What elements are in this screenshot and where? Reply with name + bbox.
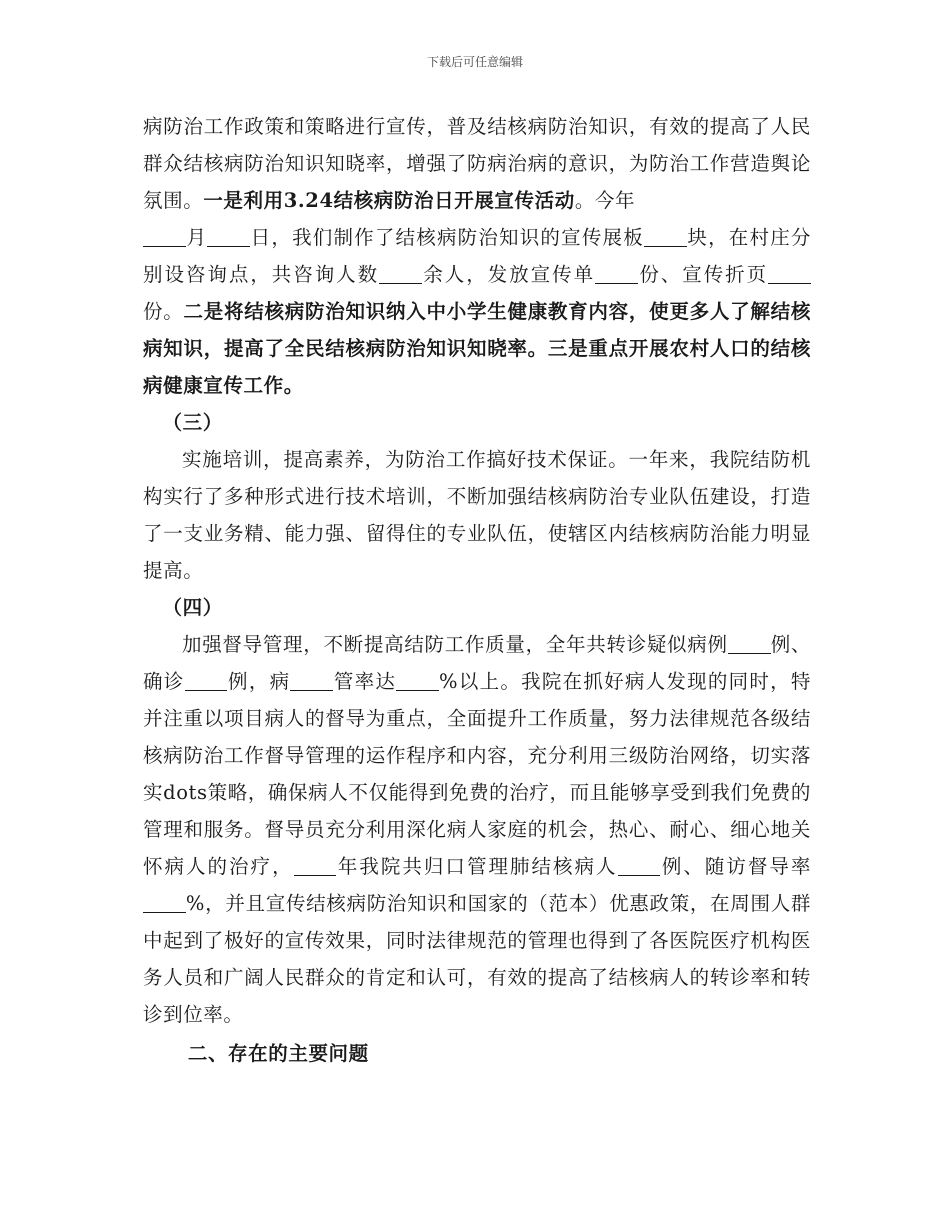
section-heading: 二、存在的主要问题 — [187, 1042, 369, 1065]
text-run: 月 — [185, 226, 208, 249]
blank-field — [644, 226, 687, 247]
subheading-three: （三） — [162, 411, 223, 434]
text-run: 。今年 — [574, 189, 636, 212]
text-run: 余人，发放宣传单 — [421, 263, 596, 286]
page-header: 下载后可任意编辑 — [426, 55, 523, 69]
text-run: 管率达 — [333, 670, 397, 693]
emphasis-text: 二是将结核病防治知识纳入中小学生健康教育内容，使更多人了解结核病知识，提高了全民结核病防治知识知晓率。三是重点开展农村人口的结核病健康宣传工作。 — [143, 300, 811, 397]
paragraph-training: 实施培训，提高素养，为防治工作搞好技术保证。一年来，我院结防机构实行了多种形式进行技术培训，不断加强结核病防治专业队伍建设，打造了一支业务精、能力强、留得住的专业队伍，使辖区内结核病防治能力明显提高。 — [143, 448, 811, 582]
blank-field — [379, 263, 422, 284]
subheading-four: （四） — [162, 596, 223, 619]
text-run: 加强督导管理，不断提高结防工作质量，全年共转诊疑似病例 — [182, 633, 728, 656]
paragraph-supervision — [143, 626, 811, 1033]
text-run: 日，我们制作了结核病防治知识的宣传展板 — [250, 226, 644, 249]
blank-field — [143, 892, 186, 913]
blank-field — [728, 633, 771, 654]
blank-field — [185, 670, 228, 691]
text-run: %以上。我院在抓好病人发现的同时，特并注重以项目病人的督导为重点，全面提升工作质量，努力法律规范各级结核病防治工作督导管理的运作程序和内容，充分利用三级防治网络，切实落实dots策略，确保病人不仅能得到免费的治疗，而且能够享受到我们免费的管理和服务。督导员充分利用深化病人家庭的机会，热心、耐心、细心地关怀病人的治疗， — [143, 670, 811, 878]
blank-field — [595, 263, 638, 284]
blank-field — [768, 263, 811, 284]
paragraph-publicity — [143, 108, 811, 404]
blank-field — [294, 855, 337, 876]
blank-field — [290, 670, 333, 691]
text-run: 份。 — [143, 300, 184, 323]
text-run: %，并且宣传结核病防治知识和国家的（范本）优惠政策，在周围人群中起到了极好的宣传效果，同时法律规范的管理也得到了各医院医疗机构医务人员和广阔人民群众的肯定和认可，有效的提高了结核病人的转诊率和转诊到位率。 — [143, 892, 811, 1026]
emphasis-text: 一是利用3.24结核病防治日开展宣传活动 — [203, 189, 575, 212]
blank-field — [143, 226, 186, 247]
text-run: 病防治工作政策和策略进行宣传，普及结核病防治知识，有效的提高了人民群众结核病防治知识知晓率，增强了防病治病的意识，为防治工作营造舆论氛围。 — [143, 115, 811, 212]
text-run: 年我院共归口管理肺结核病人 — [336, 855, 618, 878]
text-run: 例、随访督导率 — [660, 855, 811, 878]
text-run: 例、确诊 — [143, 633, 811, 693]
document-body — [143, 108, 811, 1072]
blank-field — [207, 226, 250, 247]
text-run: 份、宣传折页 — [637, 263, 769, 286]
text-run: 块，在村庄分别设咨询点，共咨询人数 — [143, 226, 811, 286]
blank-field — [396, 670, 439, 691]
blank-field — [618, 855, 661, 876]
text-run: 例，病 — [227, 670, 291, 693]
